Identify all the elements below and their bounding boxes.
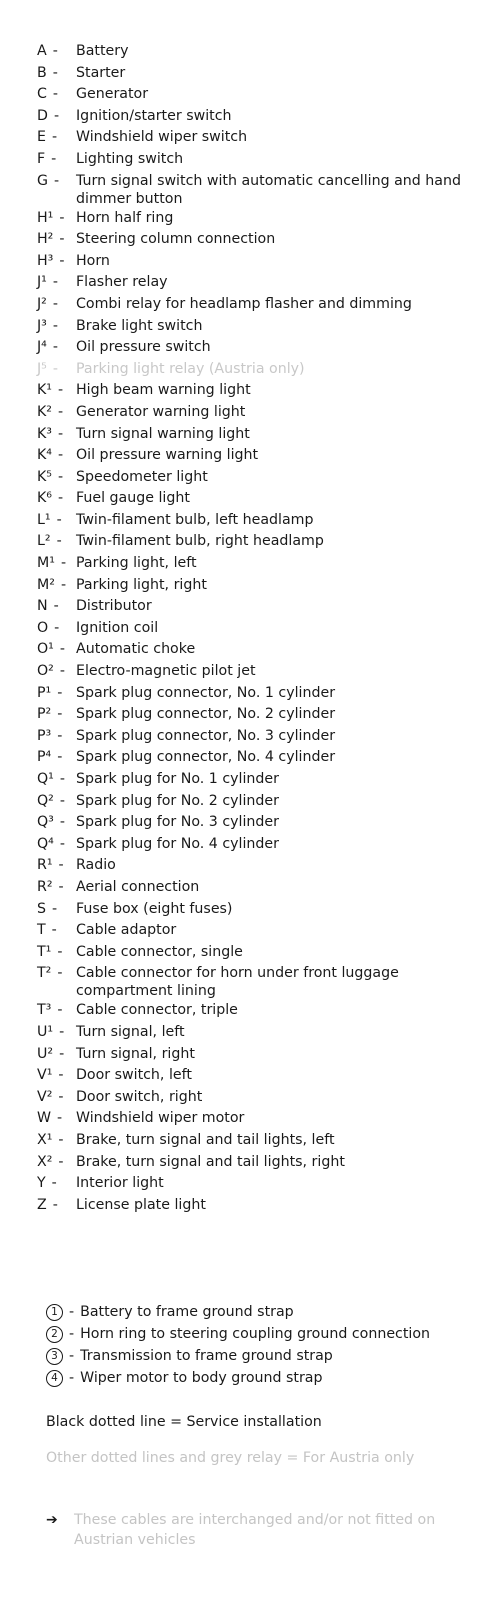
legend-row <box>37 726 467 748</box>
legend-code <box>37 942 76 963</box>
legend-row <box>37 445 467 467</box>
legend-code-letter: V² <box>37 1088 53 1105</box>
legend-code <box>37 553 76 574</box>
legend-code-letter: N <box>37 598 48 615</box>
legend-separator: - <box>58 490 64 507</box>
legend-description: High beam warning light <box>76 382 251 399</box>
legend-separator: - <box>51 129 58 146</box>
legend-description: Generator <box>76 86 149 103</box>
legend-row <box>37 1022 467 1044</box>
legend-code <box>37 84 76 105</box>
legend-separator: - <box>58 425 64 442</box>
legend-separator: - <box>59 771 65 787</box>
legend-separator: - <box>56 511 62 528</box>
legend-code-letter: K¹ <box>37 382 52 399</box>
legend-separator: - <box>59 641 65 658</box>
legend-row <box>37 1065 467 1087</box>
legend-row <box>37 1108 467 1130</box>
legend-code-letter: W <box>37 1110 52 1127</box>
legend-description: Automatic choke <box>76 641 196 658</box>
legend-code <box>37 445 76 466</box>
legend-row <box>37 380 467 402</box>
legend-row <box>37 1195 467 1217</box>
legend-separator: - <box>59 663 65 680</box>
legend-separator: - <box>52 86 59 103</box>
legend-row <box>37 1087 467 1109</box>
legend-code <box>37 1087 76 1108</box>
legend-code-letter: A <box>37 43 47 59</box>
legend-description: Cable adaptor <box>76 922 177 939</box>
legend-code <box>37 899 76 920</box>
legend-code <box>37 920 76 941</box>
legend-description: Starter <box>76 64 126 81</box>
legend-code <box>37 294 76 315</box>
legend-row <box>37 510 467 532</box>
legend-code <box>37 812 76 833</box>
legend-code <box>37 229 76 250</box>
legend-row <box>37 639 467 661</box>
legend-description: Spark plug connector, No. 2 cylinder <box>76 706 336 723</box>
legend-row <box>37 942 467 964</box>
legend-description: Horn half ring <box>76 209 174 226</box>
legend-separator: - <box>51 922 57 939</box>
legend-row <box>37 359 467 381</box>
legend-separator: - <box>59 1023 65 1040</box>
legend-code <box>37 1108 76 1129</box>
legend-separator: - <box>54 172 60 189</box>
legend-code-letter: F <box>37 150 46 167</box>
legend-code-letter: P¹ <box>37 684 52 701</box>
legend-code <box>37 149 76 170</box>
legend-code-letter: H² <box>37 231 54 248</box>
legend-separator: - <box>57 965 63 982</box>
legend-description: Windshield wiper motor <box>76 1110 245 1127</box>
legend-separator: - <box>60 555 67 572</box>
legend-separator: - <box>54 619 60 636</box>
legend-description: Parking light, left <box>76 555 197 572</box>
legend-code <box>37 272 76 293</box>
legend-code <box>37 1152 76 1173</box>
legend-code-letter: T¹ <box>37 943 52 960</box>
legend-row <box>37 294 467 316</box>
circled-number-icon: 4 <box>46 1370 63 1387</box>
legend-code <box>37 171 76 192</box>
ground-separator: - <box>69 1325 75 1342</box>
ground-row <box>46 1367 466 1389</box>
legend-code <box>37 510 76 531</box>
legend-code-letter: R¹ <box>37 857 53 874</box>
ground-separator: - <box>69 1369 75 1386</box>
legend-code <box>37 41 76 62</box>
legend-code <box>37 251 76 272</box>
legend-code <box>37 1000 76 1021</box>
legend-row <box>37 920 467 942</box>
legend-separator: - <box>53 598 59 615</box>
legend-row <box>37 127 467 149</box>
legend-description: Fuse box (eight fuses) <box>76 900 233 917</box>
legend-row <box>37 575 467 597</box>
legend-description: Spark plug for No. 1 cylinder <box>76 771 279 787</box>
legend-separator: - <box>52 900 58 917</box>
legend-separator: - <box>57 749 63 766</box>
ground-separator: - <box>69 1303 75 1320</box>
legend-description: Door switch, right <box>76 1088 203 1105</box>
legend-separator: - <box>58 403 64 420</box>
legend-description: Electro-magnetic pilot jet <box>76 663 256 680</box>
legend-description: Ignition/starter switch <box>76 107 232 124</box>
legend-code-letter: L¹ <box>37 511 51 528</box>
legend-description: Ignition coil <box>76 619 159 636</box>
legend-code-letter: U² <box>37 1045 54 1062</box>
legend-row <box>37 1044 467 1066</box>
legend-row <box>37 467 467 489</box>
legend-row <box>37 402 467 424</box>
austria-only-note: Other dotted lines and grey relay = For Austria only <box>46 1450 415 1466</box>
legend-code-letter: P⁴ <box>37 749 52 766</box>
legend-code-letter: O <box>37 619 49 636</box>
legend-code-letter: V¹ <box>37 1067 53 1084</box>
legend-row <box>37 1173 467 1195</box>
legend-description: Oil pressure warning light <box>76 447 259 464</box>
legend-row <box>37 1130 467 1152</box>
legend-description: Speedometer light <box>76 468 208 485</box>
legend-code-letter: R² <box>37 878 53 895</box>
legend-separator: - <box>58 1067 64 1084</box>
legend-row <box>37 834 467 856</box>
legend-code-letter: Q¹ <box>37 771 54 787</box>
legend-row <box>37 791 467 813</box>
legend-description: Horn <box>76 252 110 269</box>
ground-description: Transmission to frame ground strap <box>80 1347 333 1364</box>
legend-row <box>37 683 467 705</box>
legend-code <box>37 424 76 445</box>
legend-code-letter: K⁵ <box>37 468 52 485</box>
ground-description: Battery to frame ground strap <box>80 1303 294 1320</box>
legend-code <box>37 1022 76 1043</box>
legend-row <box>37 899 467 921</box>
legend-separator: - <box>57 1110 63 1127</box>
legend-separator: - <box>57 943 63 960</box>
legend-row <box>37 1000 467 1022</box>
legend-description: Battery <box>76 43 129 59</box>
ground-description: Wiper motor to body ground strap <box>80 1369 323 1386</box>
legend-description: Turn signal switch with automatic cancelling and hand dimmer button <box>76 172 461 207</box>
legend-code <box>37 1130 76 1151</box>
legend-code <box>37 531 76 552</box>
legend-code-letter: T³ <box>37 1002 52 1019</box>
legend-separator: - <box>58 1153 64 1170</box>
interchanged-cables-note <box>46 1510 476 1550</box>
legend-code <box>37 791 76 812</box>
legend-code-letter: P³ <box>37 727 52 744</box>
service-installation-note: Black dotted line = Service installation <box>46 1414 322 1430</box>
legend-code-letter: K² <box>37 403 52 420</box>
legend-separator: - <box>52 1196 58 1213</box>
legend-description: Spark plug for No. 4 cylinder <box>76 835 279 852</box>
legend-code <box>37 683 76 704</box>
legend-code-letter: S <box>37 900 47 917</box>
legend-description: Radio <box>76 857 116 874</box>
legend-separator: - <box>59 1045 65 1062</box>
legend-code-letter: D <box>37 107 48 124</box>
legend-separator: - <box>53 107 60 124</box>
legend-description: License plate light <box>76 1196 206 1213</box>
legend-description: Fuel gauge light <box>76 490 190 507</box>
legend-code-letter: T <box>37 922 46 939</box>
legend-separator: - <box>58 878 64 895</box>
legend-code <box>37 726 76 747</box>
legend-description: Brake light switch <box>76 317 203 334</box>
legend-separator: - <box>51 1175 57 1192</box>
circled-number-icon: 3 <box>46 1348 63 1365</box>
legend-description: Brake, turn signal and tail lights, right <box>76 1153 345 1170</box>
legend-row <box>37 531 467 553</box>
legend-row <box>37 747 467 769</box>
legend-code-letter: O² <box>37 663 54 680</box>
legend-row <box>37 63 467 85</box>
component-legend-list <box>37 41 467 1216</box>
legend-description: Oil pressure switch <box>76 339 211 356</box>
legend-row <box>37 424 467 446</box>
legend-code <box>37 337 76 358</box>
legend-separator: - <box>52 360 58 377</box>
legend-code <box>37 877 76 898</box>
legend-code-letter: M² <box>37 576 55 593</box>
legend-code <box>37 1065 76 1086</box>
legend-code <box>37 127 76 148</box>
legend-separator: - <box>52 274 58 291</box>
legend-row <box>37 812 467 834</box>
legend-row <box>37 149 467 171</box>
interchanged-cables-text: These cables are interchanged and/or not fitted on Austrian vehicles <box>74 1512 436 1548</box>
ground-row <box>46 1323 466 1345</box>
legend-code <box>37 661 76 682</box>
legend-description: Spark plug connector, No. 3 cylinder <box>76 727 336 744</box>
legend-row <box>37 272 467 294</box>
legend-code <box>37 359 76 380</box>
legend-separator: - <box>57 684 63 701</box>
legend-code <box>37 575 76 596</box>
legend-code <box>37 834 76 855</box>
legend-code-letter: L² <box>37 533 51 550</box>
legend-description: Steering column connection <box>76 231 276 248</box>
legend-code-letter: M¹ <box>37 555 55 572</box>
legend-separator: - <box>58 1088 64 1105</box>
legend-code <box>37 63 76 84</box>
legend-separator: - <box>52 43 58 59</box>
legend-row <box>37 553 467 575</box>
legend-code-letter: U¹ <box>37 1023 54 1040</box>
legend-row <box>37 337 467 359</box>
legend-code-letter: G <box>37 172 48 189</box>
legend-code-letter: P² <box>37 706 52 723</box>
legend-description: Twin-filament bulb, right headlamp <box>76 533 324 550</box>
legend-code-letter: J⁵ <box>37 360 47 377</box>
legend-separator: - <box>59 209 65 226</box>
legend-description: Turn signal warning light <box>76 425 250 442</box>
legend-code-letter: Q³ <box>37 814 54 831</box>
legend-code <box>37 467 76 488</box>
legend-row <box>37 488 467 510</box>
legend-separator: - <box>59 792 65 809</box>
legend-row <box>37 596 467 618</box>
legend-row <box>37 84 467 106</box>
legend-description: Turn signal, right <box>76 1045 195 1062</box>
legend-row <box>37 316 467 338</box>
legend-code-letter: J⁴ <box>37 339 47 356</box>
legend-code-letter: H³ <box>37 252 54 269</box>
legend-separator: - <box>52 339 58 356</box>
legend-description: Cable connector, triple <box>76 1002 238 1019</box>
legend-separator: - <box>52 295 58 312</box>
circled-number-icon: 1 <box>46 1304 63 1321</box>
legend-code-letter: J³ <box>37 317 47 334</box>
legend-code-letter: Y <box>37 1175 46 1192</box>
legend-row <box>37 855 467 877</box>
legend-separator: - <box>57 706 63 723</box>
legend-row <box>37 229 467 251</box>
legend-separator: - <box>52 64 58 81</box>
legend-row <box>37 106 467 128</box>
legend-row <box>37 963 467 1000</box>
legend-code-letter: K³ <box>37 425 52 442</box>
ground-row <box>46 1345 466 1367</box>
legend-separator: - <box>58 447 64 464</box>
legend-code-letter: X¹ <box>37 1131 53 1148</box>
legend-separator: - <box>57 727 63 744</box>
legend-description: Combi relay for headlamp flasher and dimming <box>76 295 412 312</box>
legend-separator: - <box>59 835 65 852</box>
ground-description: Horn ring to steering coupling ground connection <box>80 1325 431 1342</box>
legend-row <box>37 41 467 63</box>
legend-description: Parking light relay (Austria only) <box>76 360 305 377</box>
legend-separator: - <box>58 468 64 485</box>
legend-separator: - <box>58 382 64 399</box>
legend-code-letter: C <box>37 86 47 103</box>
legend-code-letter: Q⁴ <box>37 835 54 852</box>
legend-row <box>37 251 467 273</box>
legend-code <box>37 1044 76 1065</box>
legend-code <box>37 1195 76 1216</box>
legend-description: Cable connector for horn under front luggage compartment lining <box>76 965 399 1000</box>
legend-separator: - <box>59 231 65 248</box>
legend-description: Turn signal, left <box>76 1023 185 1040</box>
legend-code <box>37 963 76 984</box>
legend-code-letter: K⁴ <box>37 447 52 464</box>
legend-code <box>37 769 76 790</box>
legend-description: Spark plug for No. 2 cylinder <box>76 792 279 809</box>
legend-row <box>37 1152 467 1174</box>
legend-code-letter: Q² <box>37 792 54 809</box>
legend-description: Brake, turn signal and tail lights, left <box>76 1131 335 1148</box>
legend-row <box>37 208 467 230</box>
legend-code <box>37 747 76 768</box>
legend-code <box>37 639 76 660</box>
arrow-icon: ➔ <box>46 1512 58 1528</box>
legend-description: Door switch, left <box>76 1067 192 1084</box>
legend-separator: - <box>51 150 57 167</box>
legend-separator: - <box>59 814 65 831</box>
legend-description: Aerial connection <box>76 878 200 895</box>
legend-row <box>37 704 467 726</box>
legend-description: Windshield wiper switch <box>76 129 248 146</box>
ground-separator: - <box>69 1347 75 1364</box>
legend-description: Lighting switch <box>76 150 184 167</box>
legend-code-letter: B <box>37 64 47 81</box>
legend-row <box>37 769 467 791</box>
legend-separator: - <box>58 857 64 874</box>
legend-code <box>37 106 76 127</box>
legend-code-letter: X² <box>37 1153 53 1170</box>
legend-code <box>37 208 76 229</box>
legend-description: Interior light <box>76 1175 164 1192</box>
legend-description: Flasher relay <box>76 274 168 291</box>
legend-code-letter: O¹ <box>37 641 54 658</box>
legend-code <box>37 1173 76 1194</box>
circled-number-icon: 2 <box>46 1326 63 1343</box>
legend-row <box>37 618 467 640</box>
legend-row <box>37 171 467 208</box>
ground-connections-list <box>46 1301 466 1389</box>
legend-description: Twin-filament bulb, left headlamp <box>76 511 314 528</box>
legend-code <box>37 488 76 509</box>
legend-code <box>37 704 76 725</box>
legend-code-letter: Z <box>37 1196 47 1213</box>
legend-separator: - <box>60 576 67 593</box>
legend-description: Spark plug connector, No. 4 cylinder <box>76 749 336 766</box>
legend-code <box>37 855 76 876</box>
legend-row <box>37 661 467 683</box>
legend-code <box>37 316 76 337</box>
legend-description: Cable connector, single <box>76 943 243 960</box>
legend-code <box>37 402 76 423</box>
legend-code-letter: K⁶ <box>37 490 52 507</box>
legend-code-letter: J² <box>37 295 47 312</box>
legend-code <box>37 618 76 639</box>
legend-code <box>37 596 76 617</box>
legend-separator: - <box>52 317 58 334</box>
legend-description: Parking light, right <box>76 576 207 593</box>
legend-code-letter: H¹ <box>37 209 54 226</box>
ground-row <box>46 1301 466 1323</box>
legend-code <box>37 380 76 401</box>
legend-separator: - <box>58 1131 64 1148</box>
legend-separator: - <box>57 1002 63 1019</box>
legend-separator: - <box>56 533 62 550</box>
legend-code-letter: E <box>37 129 46 146</box>
legend-description: Generator warning light <box>76 403 246 420</box>
legend-separator: - <box>59 252 65 269</box>
legend-row <box>37 877 467 899</box>
legend-code-letter: T² <box>37 965 52 982</box>
legend-code-letter: J¹ <box>37 274 47 291</box>
legend-description: Distributor <box>76 598 152 615</box>
legend-description: Spark plug for No. 3 cylinder <box>76 814 279 831</box>
legend-description: Spark plug connector, No. 1 cylinder <box>76 684 336 701</box>
